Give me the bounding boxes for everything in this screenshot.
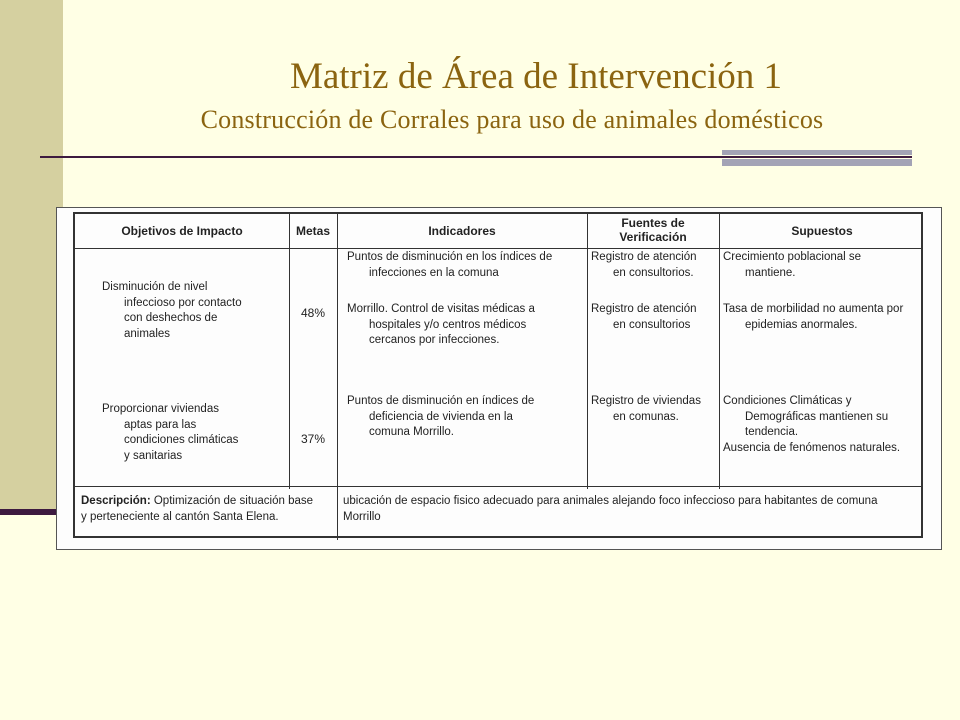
- header-fuentes: [587, 216, 719, 244]
- col-divider-objetivos: [289, 214, 290, 489]
- title-rule-accent-top: [722, 150, 912, 155]
- page-title: Matriz de Área de Intervención 1: [289, 56, 783, 97]
- row1-indicador-line: Puntos de disminución en los índices de: [347, 251, 553, 263]
- header-fuentes-line1: Fuentes de: [621, 216, 685, 230]
- row2-supuesto-line: Demográficas mantienen su: [745, 410, 889, 423]
- row1-fuente-line: en consultorios: [613, 318, 691, 331]
- description-detail-line2: Morrillo: [343, 510, 381, 523]
- row1-objetivo-line: animales: [124, 327, 171, 340]
- description-label: Descripción:: [81, 495, 151, 507]
- row2-fuente-line: en comunas.: [613, 410, 679, 423]
- title-block: [64, 54, 960, 136]
- title-rule-accent-bottom: [722, 159, 912, 166]
- description-detail-line1: ubicación de espacio fisico adecuado para animales alejando foco infeccioso para habitantes de comuna: [343, 495, 878, 507]
- row2-indicador-line: deficiencia de vivienda en la: [369, 410, 513, 423]
- row2-objetivo-line: Proporcionar viviendas: [102, 403, 219, 415]
- description-text: Optimización de situación base: [150, 495, 314, 507]
- row1-objetivo-line: infeccioso por contacto: [124, 296, 242, 309]
- row1-fuentes-b: [591, 302, 717, 333]
- row2-indicador-line: Puntos de disminución en índices de: [347, 395, 535, 407]
- header-metas: Metas: [295, 224, 330, 238]
- row2-supuesto-line: tendencia.: [745, 426, 799, 438]
- row2-fuentes: [591, 394, 717, 425]
- description-divider: [75, 486, 921, 487]
- row2-supuesto-line: Ausencia de fenómenos naturales.: [723, 441, 901, 454]
- header-objetivos: Objetivos de Impacto: [121, 224, 243, 238]
- header-supuestos: Supuestos: [791, 224, 853, 238]
- row2-objetivo-line: y sanitarias: [124, 449, 183, 462]
- row2-objetivo: [102, 402, 287, 464]
- row2-objetivo-line: aptas para las: [124, 418, 197, 431]
- row1-supuestos-b: [723, 302, 923, 333]
- row1-indicador-line: infecciones en la comuna: [369, 266, 499, 279]
- row1-indicador-line: cercanos por infecciones.: [369, 334, 500, 346]
- description-cell: [81, 494, 335, 525]
- col-divider-metas: [337, 214, 338, 540]
- matrix-table: [73, 212, 923, 538]
- col-divider-indicadores: [587, 214, 588, 489]
- row2-supuesto-line: Condiciones Climáticas y: [723, 395, 852, 407]
- row1-indicador-line: hospitales y/o centros médicos: [369, 318, 527, 331]
- row1-indicadores-b: [347, 302, 585, 349]
- header-fuentes-line2: Verificación: [619, 230, 687, 244]
- description-line1: [81, 494, 335, 510]
- row1-fuente-line: Registro de atención: [591, 251, 697, 263]
- row2-indicador-line: comuna Morrillo.: [369, 426, 454, 438]
- row1-objetivo-line: Disminución de nivel: [102, 281, 208, 293]
- row2-meta: 37%: [300, 432, 326, 446]
- row1-indicadores-a: [347, 250, 585, 281]
- title-rule: [40, 156, 912, 158]
- scanned-matrix-image: [56, 207, 942, 550]
- row2-supuestos: [723, 394, 923, 456]
- row1-supuesto-line: epidemias anormales.: [745, 318, 858, 331]
- row1-supuesto-line: Crecimiento poblacional se: [723, 251, 862, 263]
- description-detail-cell: [343, 494, 921, 525]
- row1-fuente-line: en consultorios.: [613, 266, 694, 279]
- row1-supuestos-a: [723, 250, 923, 281]
- row2-objetivo-line: condiciones climáticas: [124, 434, 239, 446]
- sidebar-accent-foot: [0, 509, 63, 515]
- page-subtitle: Construcción de Corrales para uso de animales domésticos: [200, 105, 824, 134]
- header-indicadores: Indicadores: [428, 224, 496, 238]
- col-divider-fuentes: [719, 214, 720, 489]
- sidebar-accent-bar: [0, 0, 63, 512]
- header-divider: [75, 248, 921, 249]
- row1-fuente-line: Registro de atención: [591, 303, 697, 315]
- row1-objetivo: [102, 280, 287, 342]
- row1-indicador-line: Morrillo. Control de visitas médicas a: [347, 303, 535, 315]
- row2-fuente-line: Registro de viviendas: [591, 395, 701, 407]
- description-line2: y perteneciente al cantón Santa Elena.: [81, 510, 279, 523]
- row2-indicadores: [347, 394, 585, 441]
- row1-supuesto-line: mantiene.: [745, 266, 796, 279]
- row1-fuentes-a: [591, 250, 717, 281]
- row1-objetivo-line: con deshechos de: [124, 312, 218, 324]
- row1-supuesto-line: Tasa de morbilidad no aumenta por: [723, 303, 904, 315]
- row1-meta: 48%: [300, 306, 326, 320]
